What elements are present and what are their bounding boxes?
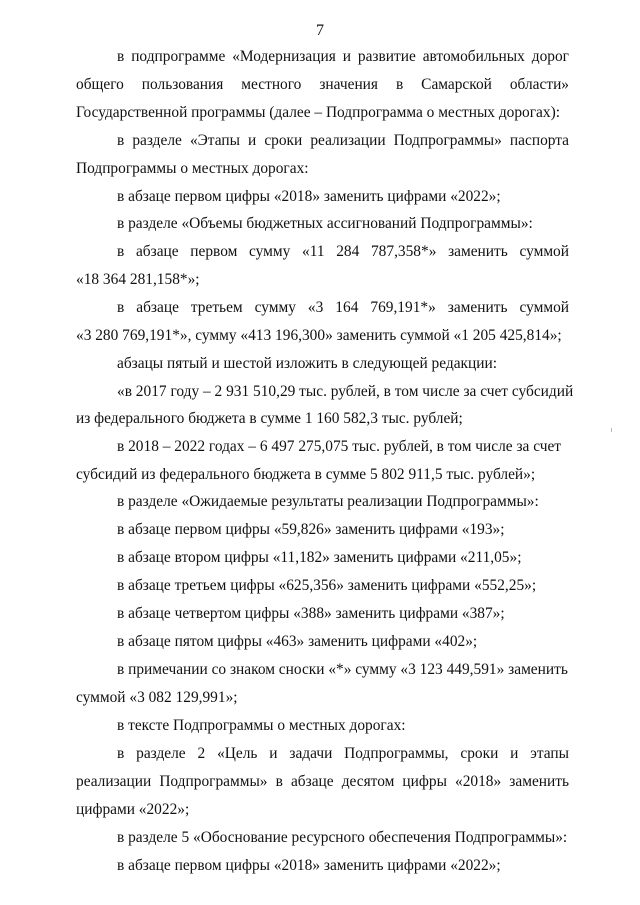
text-line: в абзаце первом цифры «2018» заменить цифрами «2022»; (117, 188, 501, 205)
text-line: Государственной программы (далее – Подпрограмма о местных дорогах): (76, 104, 560, 121)
text-line: Подпрограммы о местных дорогах: (76, 160, 309, 177)
text-line: в разделе 2 «Цель и задачи Подпрограммы, сроки и этапы (117, 745, 569, 762)
text-line: в абзаце третьем цифры «625,356» заменить цифрами «552,25»; (117, 577, 537, 594)
text-line: в подпрограмме «Модернизация и развитие автомобильных дорог (117, 48, 569, 65)
text-line: в абзаце четвертом цифры «388» заменить цифрами «387»; (117, 605, 505, 622)
text-line: общего пользования местного значения в Самарской области» (76, 76, 569, 93)
text-line: цифрами «2022»; (76, 801, 190, 818)
text-line: в абзаце пятом цифры «463» заменить цифрами «402»; (117, 633, 478, 650)
text-line: в абзаце втором цифры «11,182» заменить цифрами «211,05»; (117, 549, 522, 566)
scan-speck (611, 428, 612, 432)
text-line: в абзаце третьем сумму «3 164 769,191*» заменить суммой (117, 299, 569, 316)
text-line: в 2018 – 2022 годах – 6 497 275,075 тыс. рублей, в том числе за счет (117, 438, 562, 455)
text-line: субсидий из федерального бюджета в сумме 5 802 911,5 тыс. рублей»; (76, 466, 536, 483)
text-line: в разделе 5 «Обоснование ресурсного обеспечения Подпрограммы»: (117, 829, 568, 846)
text-line: реализации Подпрограммы» в абзаце десятом цифры «2018» заменить (76, 773, 569, 790)
text-line: суммой «3 082 129,991»; (76, 689, 238, 706)
text-line: в примечании со знаком сноски «*» сумму «3 123 449,591» заменить (117, 661, 568, 678)
text-line: в абзаце первом цифры «2018» заменить цифрами «2022»; (117, 857, 501, 874)
text-line: «18 364 281,158*»; (76, 271, 200, 288)
text-line: в разделе «Этапы и сроки реализации Подпрограммы» паспорта (117, 132, 569, 149)
text-line: из федерального бюджета в сумме 1 160 582,3 тыс. рублей; (76, 410, 463, 427)
text-line: в абзаце первом цифры «59,826» заменить цифрами «193»; (117, 521, 505, 538)
text-line: в разделе «Объемы бюджетных ассигнований Подпрограммы»: (117, 215, 533, 232)
page-number: 7 (316, 22, 324, 39)
text-line: в разделе «Ожидаемые результаты реализации Подпрограммы»: (117, 493, 539, 510)
text-line: абзацы пятый и шестой изложить в следующей редакции: (117, 355, 498, 372)
text-line: «3 280 769,191*», сумму «413 196,300» заменить суммой «1 205 425,814»; (76, 327, 562, 344)
text-line: «в 2017 году – 2 931 510,29 тыс. рублей, в том числе за счет субсидий (117, 383, 574, 400)
text-line: в тексте Подпрограммы о местных дорогах: (117, 717, 406, 734)
text-line: в абзаце первом сумму «11 284 787,358*» заменить суммой (117, 243, 569, 260)
